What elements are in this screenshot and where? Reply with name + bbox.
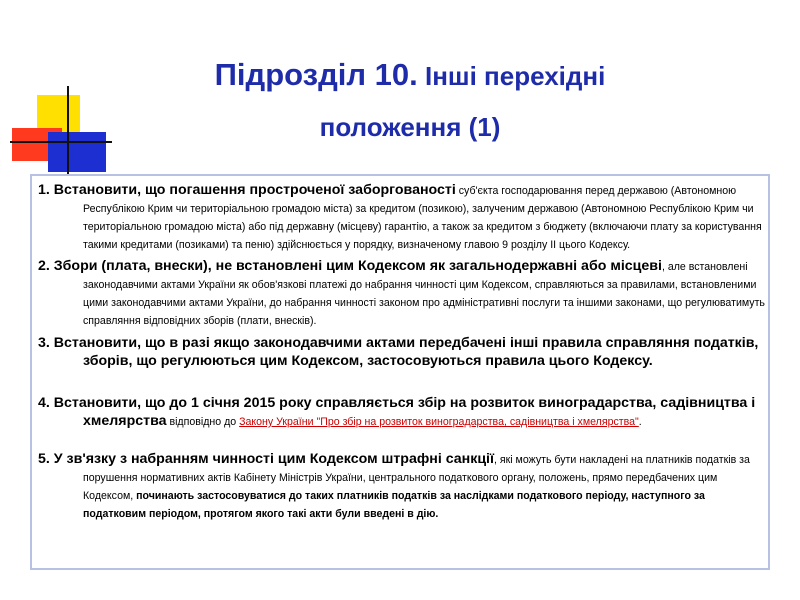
- item-3-lead: 3. Встановити, що в разі якщо законодавчими актами передбачені інші правила справляння податків, зборів, що регулюються цим Кодексом, застосовуються правила цього Кодексу.: [38, 335, 759, 369]
- item-5-lead: 5. У зв'язку з набранням чинності цим Кодексом штрафні санкції: [38, 451, 494, 467]
- law-link[interactable]: Закону України "Про збір на розвиток виноградарства, садівництва і хмелярства": [239, 416, 639, 428]
- decor-vertical-line: [67, 86, 69, 178]
- item-4-text: відповідно до: [166, 416, 240, 428]
- list-item-2: [38, 257, 768, 329]
- item-1-text: суб'єкта господарювання перед державою (Автономною Республікою Крим чи територіальною громадою міста) за кредитом (позикою), залученим державою (Автономною Республікою Крим чи територіальною громадою міста) або під державну (місцеву) гарантію, а також за кредитом з бюджету (включаючи плату за користування такими кредитами (позиками) та пеню) здійснюється у порядку, визначеному главою 9 розділу II цього Кодексу.: [83, 185, 762, 251]
- item-4-lead: 4. Встановити, що до 1 січня 2015 року справляється збір на розвиток виноградарства, садівництва і хмелярства: [38, 395, 756, 429]
- list-item-4: [38, 394, 768, 430]
- decor-blue-square: [48, 132, 106, 172]
- item-1-lead: 1. Встановити, що погашення простроченої заборгованості: [38, 182, 456, 198]
- list-item-5: [38, 450, 768, 522]
- list-item-3: [38, 334, 768, 370]
- content-box: [30, 174, 770, 570]
- title-main: Підрозділ 10.: [214, 57, 418, 92]
- decor-horizontal-line: [10, 141, 112, 143]
- list-item-1: [38, 181, 768, 253]
- item-2-lead: 2. Збори (плата, внески), не встановлені цим Кодексом як загальнодержавні або місцеві: [38, 258, 662, 274]
- slide-title: [125, 52, 695, 150]
- item-5-text: , які можуть бути накладені на платників податків за порушення нормативних актів Кабінету Міністрів України, центрального податкового органу, положень, прямо передбачених цим Кодексом,: [83, 454, 750, 502]
- item-4-after: .: [638, 416, 642, 428]
- title-rest-line1: Інші перехідні: [417, 61, 606, 91]
- item-2-text: , але встановлені законодавчими актами України як обов'язкові платежі до набрання чинності цим Кодексом, справляються за правилами, встановленими цими законодавчими актами України, до набрання чинності законом про адміністративні послуги та іншими законами, що регулюватимуть справляння відповідних зборів (плати, внесків).: [83, 261, 765, 327]
- item-5-bold-tail: починають застосовуватися до таких платників податків за наслідками податкового періоду, наступного за податковим періодом, протягом якого такі акти були введені в дію.: [83, 490, 705, 520]
- title-line2: положення (1): [319, 112, 501, 142]
